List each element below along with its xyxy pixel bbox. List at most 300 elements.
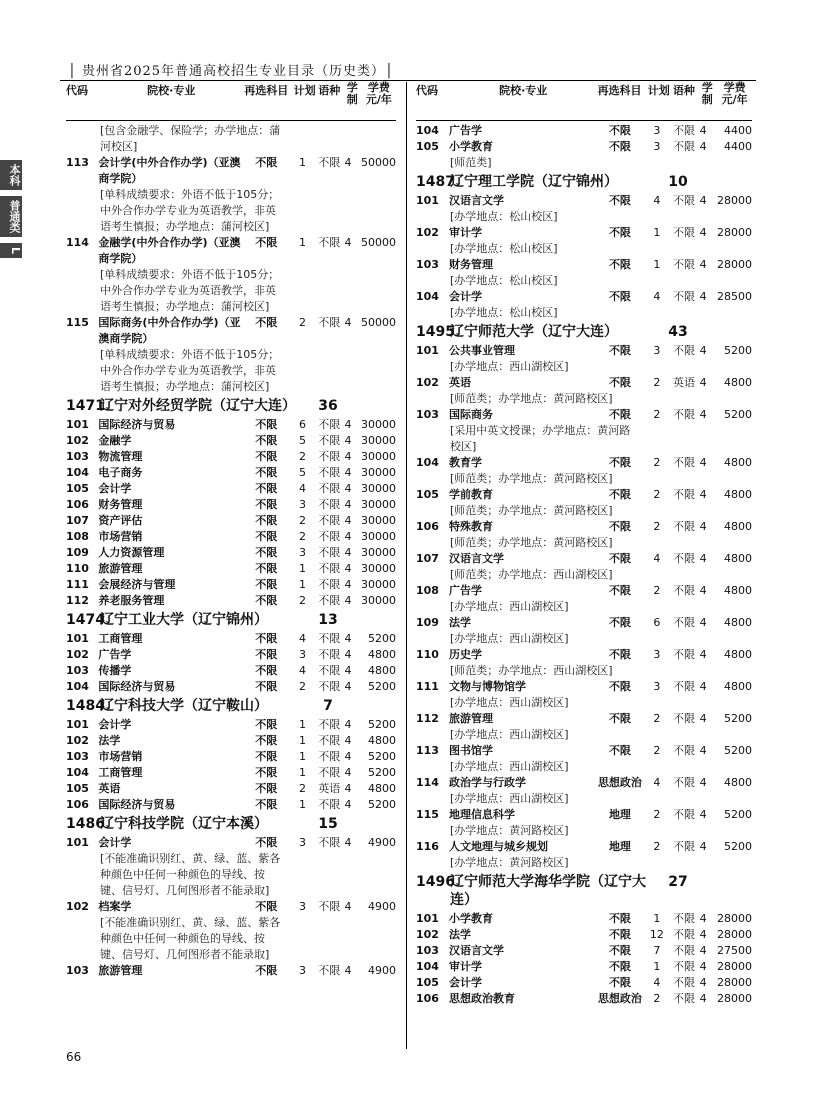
- program-row: [416, 743, 752, 759]
- program-note: [单科成绩要求：外语不低于105分；中外合作办学专业为英语教学，非英语考生慎报；办学地点：蒲河校区]: [100, 188, 280, 233]
- program-row: [416, 943, 752, 959]
- header-plan: 计划: [293, 84, 316, 97]
- program-name: 资产评估: [98, 514, 143, 527]
- program-subject: 不限: [608, 928, 631, 941]
- program-name: 会计学: [98, 836, 132, 849]
- program-code: 102: [416, 928, 439, 941]
- program-row: [66, 717, 396, 733]
- program-subject: 不限: [608, 376, 631, 389]
- program-fee: 50000: [360, 316, 396, 329]
- program-fee: 50000: [360, 236, 396, 249]
- program-name: 国际经济与贸易: [98, 680, 176, 693]
- program-code: 106: [66, 798, 89, 811]
- program-code: 105: [416, 976, 439, 989]
- program-language: 不限: [673, 456, 696, 469]
- program-duration: 4: [344, 718, 352, 731]
- column-headers-right: [416, 82, 752, 121]
- program-code: 103: [66, 964, 89, 977]
- program-plan: 3: [299, 648, 307, 661]
- header-fee: 学费元/年: [721, 81, 748, 106]
- school-code: 1487: [416, 174, 455, 190]
- program-row: [66, 797, 396, 813]
- program-plan: 2: [653, 808, 661, 821]
- page-header-title: │ 贵州省2025年普通高校招生专业目录（历史类）│: [68, 64, 394, 79]
- school-name: 辽宁师范大学（辽宁大连）: [450, 324, 618, 340]
- program-row: [66, 497, 396, 513]
- program-name: 英语: [449, 376, 472, 389]
- program-duration: 4: [699, 928, 707, 941]
- program-fee: 5200: [367, 766, 396, 779]
- program-row: [416, 343, 752, 359]
- program-name: 历史学: [449, 648, 483, 661]
- program-duration: 4: [699, 840, 707, 853]
- program-language: 不限: [318, 680, 341, 693]
- program-plan: 3: [653, 124, 661, 137]
- program-row: [66, 449, 396, 465]
- program-plan: 2: [299, 316, 307, 329]
- program-code: 103: [416, 258, 439, 271]
- program-name: 国际经济与贸易: [98, 418, 176, 431]
- program-duration: 4: [699, 648, 707, 661]
- program-duration: 4: [699, 552, 707, 565]
- program-note: [师范类；办学地点：西山湖校区]: [450, 664, 613, 677]
- program-fee: 4800: [724, 648, 753, 661]
- program-plan: 2: [299, 782, 307, 795]
- program-note: [办学地点：松山校区]: [450, 210, 558, 223]
- program-code: 113: [416, 744, 439, 757]
- program-duration: 4: [699, 290, 707, 303]
- program-duration: 4: [699, 488, 707, 501]
- program-fee: 28000: [717, 912, 753, 925]
- program-code: 104: [416, 960, 439, 973]
- program-fee: 4800: [367, 734, 396, 747]
- side-tab-level: 本科: [0, 160, 22, 190]
- header-lang: 语种: [672, 84, 695, 97]
- program-code: 102: [66, 900, 89, 913]
- program-duration: 4: [699, 616, 707, 629]
- school-plan-total: 10: [668, 174, 688, 190]
- program-duration: 4: [344, 466, 352, 479]
- program-fee: 4900: [367, 900, 396, 913]
- program-code: 104: [66, 680, 89, 693]
- program-name: 市场营销: [98, 530, 143, 543]
- program-subject: 不限: [255, 418, 278, 431]
- program-subject: 不限: [255, 836, 278, 849]
- side-tab-category: 普通类: [0, 196, 22, 237]
- program-subject: 不限: [608, 258, 631, 271]
- program-duration: 4: [699, 584, 707, 597]
- program-code: 103: [416, 944, 439, 957]
- program-fee: 28000: [717, 976, 753, 989]
- program-code: 101: [416, 912, 439, 925]
- program-name: 广告学: [98, 648, 132, 661]
- program-subject: 不限: [255, 316, 278, 329]
- program-code: 102: [66, 734, 89, 747]
- program-row: [416, 711, 752, 727]
- program-row: [66, 529, 396, 545]
- program-fee: 28000: [717, 992, 753, 1005]
- program-subject: 不限: [608, 912, 631, 925]
- program-name: 国际经济与贸易: [98, 798, 176, 811]
- program-plan: 2: [299, 514, 307, 527]
- program-subject: 不限: [255, 530, 278, 543]
- program-language: 不限: [318, 514, 341, 527]
- school-code: 1486: [66, 816, 105, 832]
- program-language: 不限: [318, 964, 341, 977]
- program-plan: 1: [653, 258, 661, 271]
- program-language: 不限: [673, 648, 696, 661]
- program-subject: 不限: [255, 766, 278, 779]
- program-name: 市场营销: [98, 750, 143, 763]
- school-name: 辽宁工业大学（辽宁锦州）: [100, 612, 268, 628]
- program-subject: 不限: [255, 594, 278, 607]
- program-duration: 4: [699, 912, 707, 925]
- program-duration: 4: [699, 226, 707, 239]
- program-duration: 4: [344, 530, 352, 543]
- program-subject: 不限: [255, 798, 278, 811]
- program-name: 公共事业管理: [449, 344, 516, 357]
- program-fee: 5200: [367, 632, 396, 645]
- program-name: 学前教育: [449, 488, 494, 501]
- program-code: 104: [66, 766, 89, 779]
- program-fee: 5200: [724, 408, 753, 421]
- column-headers-left: [66, 82, 396, 121]
- program-subject: 不限: [255, 734, 278, 747]
- program-subject: 不限: [608, 488, 631, 501]
- program-language: 不限: [318, 450, 341, 463]
- program-fee: 30000: [360, 578, 396, 591]
- program-language: 不限: [673, 226, 696, 239]
- program-plan: 1: [299, 562, 307, 575]
- program-subject: 不限: [608, 408, 631, 421]
- program-duration: 4: [699, 344, 707, 357]
- program-duration: 4: [344, 782, 352, 795]
- left-list: [66, 123, 396, 979]
- program-name: 养老服务管理: [98, 594, 165, 607]
- program-duration: 4: [699, 992, 707, 1005]
- program-language: 不限: [673, 712, 696, 725]
- program-fee: 30000: [360, 562, 396, 575]
- program-plan: 2: [653, 992, 661, 1005]
- program-subject: 不限: [608, 520, 631, 533]
- program-duration: 4: [344, 514, 352, 527]
- program-row: [66, 433, 396, 449]
- program-name: 工商管理: [98, 632, 143, 645]
- program-plan: 2: [653, 488, 661, 501]
- program-fee: 4800: [724, 776, 753, 789]
- program-plan: 3: [299, 546, 307, 559]
- program-duration: 4: [699, 680, 707, 693]
- program-name: 法学: [449, 928, 472, 941]
- program-language: 不限: [318, 648, 341, 661]
- program-note: [办学地点：西山湖校区]: [450, 728, 569, 741]
- program-code: 114: [416, 776, 439, 789]
- program-subject: 不限: [608, 584, 631, 597]
- program-note: [师范类；办学地点：黄河路校区]: [450, 504, 613, 517]
- program-plan: 3: [299, 498, 307, 511]
- program-plan: 2: [299, 680, 307, 693]
- program-duration: 4: [699, 944, 707, 957]
- program-row: [416, 927, 752, 943]
- program-language: 不限: [318, 546, 341, 559]
- program-subject: 不限: [255, 156, 278, 169]
- program-language: 不限: [673, 290, 696, 303]
- program-row: [66, 315, 396, 347]
- program-name: 金融学: [98, 434, 132, 447]
- program-fee: 28000: [717, 928, 753, 941]
- program-subject: 不限: [255, 546, 278, 559]
- program-plan: 3: [653, 680, 661, 693]
- program-fee: 4900: [367, 836, 396, 849]
- program-code: 103: [66, 450, 89, 463]
- program-plan: 1: [653, 960, 661, 973]
- program-subject: 地理: [608, 840, 631, 853]
- program-fee: 30000: [360, 434, 396, 447]
- program-row: [416, 193, 752, 209]
- header-name: 院校·专业: [499, 84, 548, 97]
- program-subject: 不限: [608, 226, 631, 239]
- program-language: 英语: [318, 782, 341, 795]
- program-name: 小学教育: [449, 912, 494, 925]
- program-subject: 不限: [608, 960, 631, 973]
- program-language: 不限: [673, 840, 696, 853]
- program-code: 114: [66, 236, 89, 249]
- program-language: 不限: [318, 718, 341, 731]
- program-language: 不限: [673, 140, 696, 153]
- school-plan-total: 43: [668, 324, 688, 340]
- school-name: 辽宁对外经贸学院（辽宁大连）: [100, 398, 296, 414]
- program-code: 103: [66, 664, 89, 677]
- program-code: 101: [416, 194, 439, 207]
- side-tab-letter: L: [0, 243, 22, 258]
- program-plan: 4: [299, 482, 307, 495]
- program-code: 104: [416, 290, 439, 303]
- program-language: 不限: [318, 418, 341, 431]
- program-fee: 4800: [367, 664, 396, 677]
- header-duration: 学制: [701, 81, 713, 106]
- school-heading: [66, 697, 396, 715]
- program-plan: 4: [653, 552, 661, 565]
- program-language: 不限: [318, 316, 341, 329]
- program-language: 不限: [318, 664, 341, 677]
- program-subject: 不限: [608, 140, 631, 153]
- program-name: 旅游管理: [98, 964, 143, 977]
- side-tabs: [0, 160, 22, 264]
- program-plan: 4: [653, 976, 661, 989]
- school-heading: [416, 873, 752, 909]
- program-name: 档案学: [98, 900, 132, 913]
- program-subject: 地理: [608, 808, 631, 821]
- program-note: [单科成绩要求：外语不低于105分；中外合作办学专业为英语教学，非英语考生慎报；办学地点：蒲河校区]: [100, 268, 280, 313]
- program-language: 不限: [673, 194, 696, 207]
- program-plan: 4: [653, 194, 661, 207]
- program-fee: 5200: [724, 840, 753, 853]
- program-row: [416, 807, 752, 823]
- school-heading: [66, 611, 396, 629]
- program-plan: 1: [299, 156, 307, 169]
- program-plan: 7: [653, 944, 661, 957]
- program-subject: 思想政治: [597, 992, 642, 1005]
- program-code: 115: [416, 808, 439, 821]
- program-code: 103: [66, 750, 89, 763]
- school-heading: [66, 397, 396, 415]
- program-duration: 4: [344, 418, 352, 431]
- program-name: 会展经济与管理: [98, 578, 176, 591]
- header-code: 代码: [66, 84, 88, 97]
- program-plan: 1: [299, 798, 307, 811]
- program-fee: 27500: [717, 944, 753, 957]
- program-language: 不限: [318, 156, 341, 169]
- program-language: 不限: [318, 562, 341, 575]
- program-name: 广告学: [449, 124, 483, 137]
- school-heading: [416, 173, 752, 191]
- program-subject: 不限: [255, 466, 278, 479]
- program-fee: 4800: [724, 552, 753, 565]
- program-plan: 2: [653, 520, 661, 533]
- program-plan: 1: [299, 718, 307, 731]
- program-fee: 4800: [724, 616, 753, 629]
- program-name: 小学教育: [449, 140, 494, 153]
- program-duration: 4: [699, 744, 707, 757]
- program-name: 财务管理: [98, 498, 143, 511]
- program-code: 112: [66, 594, 89, 607]
- program-note: [单科成绩要求：外语不低于105分；中外合作办学专业为英语教学，非英语考生慎报；办学地点：蒲河校区]: [100, 348, 280, 393]
- program-duration: 4: [699, 520, 707, 533]
- program-row: [66, 235, 396, 267]
- program-language: 不限: [318, 434, 341, 447]
- program-note: [师范类；办学地点：西山湖校区]: [450, 568, 613, 581]
- header-duration: 学制: [346, 81, 358, 106]
- program-row: [66, 835, 396, 851]
- program-plan: 2: [299, 594, 307, 607]
- program-plan: 4: [653, 776, 661, 789]
- program-duration: 4: [699, 124, 707, 137]
- program-duration: 4: [699, 808, 707, 821]
- program-fee: 30000: [360, 514, 396, 527]
- program-name: 工商管理: [98, 766, 143, 779]
- program-name: 电子商务: [98, 466, 143, 479]
- program-fee: 4800: [724, 456, 753, 469]
- program-language: 不限: [318, 466, 341, 479]
- program-fee: 4400: [724, 140, 753, 153]
- program-duration: 4: [344, 680, 352, 693]
- program-row: [66, 749, 396, 765]
- program-row: [66, 545, 396, 561]
- program-plan: 4: [299, 632, 307, 645]
- program-subject: 不限: [255, 632, 278, 645]
- program-name: 地理信息科学: [449, 808, 516, 821]
- program-note: [办学地点：松山校区]: [450, 242, 558, 255]
- program-note: [包含金融学、保险学；办学地点：蒲河校区]: [100, 124, 281, 153]
- program-name: 思想政治教育: [449, 992, 516, 1005]
- program-row: [416, 583, 752, 599]
- program-language: 不限: [673, 680, 696, 693]
- program-code: 109: [66, 546, 89, 559]
- program-plan: 1: [299, 578, 307, 591]
- program-code: 104: [66, 466, 89, 479]
- program-code: 115: [66, 316, 89, 329]
- program-duration: 4: [699, 960, 707, 973]
- program-subject: 不限: [255, 750, 278, 763]
- program-fee: 30000: [360, 482, 396, 495]
- program-duration: 4: [344, 664, 352, 677]
- program-row: [66, 733, 396, 749]
- program-code: 108: [66, 530, 89, 543]
- school-plan-total: 15: [318, 816, 338, 832]
- program-duration: 4: [344, 766, 352, 779]
- program-subject: 不限: [608, 712, 631, 725]
- program-code: 110: [416, 648, 439, 661]
- program-duration: 4: [699, 776, 707, 789]
- program-code: 104: [416, 124, 439, 137]
- right-list: [416, 123, 752, 1007]
- header-plan: 计划: [647, 84, 670, 97]
- school-code: 1474: [66, 612, 105, 628]
- program-duration: 4: [344, 578, 352, 591]
- program-fee: 4400: [724, 124, 753, 137]
- program-code: 101: [66, 836, 89, 849]
- program-fee: 4900: [367, 964, 396, 977]
- program-fee: 28500: [717, 290, 753, 303]
- program-duration: 4: [344, 498, 352, 511]
- header-lang: 语种: [318, 84, 341, 97]
- program-language: 不限: [673, 258, 696, 271]
- school-plan-total: 36: [318, 398, 338, 414]
- program-subject: 不限: [608, 344, 631, 357]
- school-heading: [66, 815, 396, 833]
- program-language: 不限: [318, 236, 341, 249]
- program-row: [66, 963, 396, 979]
- program-row: [66, 577, 396, 593]
- program-fee: 4800: [724, 584, 753, 597]
- program-code: 101: [66, 418, 89, 431]
- program-note: [师范类；办学地点：黄河路校区]: [450, 392, 613, 405]
- program-subject: 不限: [608, 290, 631, 303]
- school-name: 辽宁师范大学海华学院（辽宁大连）: [450, 874, 646, 908]
- program-row: [66, 679, 396, 695]
- program-language: 不限: [318, 578, 341, 591]
- program-code: 106: [416, 992, 439, 1005]
- program-fee: 28000: [717, 258, 753, 271]
- program-name: 广告学: [449, 584, 483, 597]
- program-note: [办学地点：黄河路校区]: [450, 856, 569, 869]
- program-name: 会计学: [98, 718, 132, 731]
- program-fee: 30000: [360, 466, 396, 479]
- program-language: 不限: [673, 124, 696, 137]
- program-subject: 不限: [255, 718, 278, 731]
- program-fee: 5200: [367, 680, 396, 693]
- program-subject: 不限: [608, 944, 631, 957]
- program-fee: 4800: [724, 488, 753, 501]
- program-subject: 不限: [255, 514, 278, 527]
- program-language: 不限: [318, 900, 341, 913]
- program-duration: 4: [344, 546, 352, 559]
- program-fee: 5200: [724, 744, 753, 757]
- program-code: 106: [416, 520, 439, 533]
- program-row: [66, 647, 396, 663]
- program-code: 107: [66, 514, 89, 527]
- program-code: 111: [66, 578, 89, 591]
- program-subject: 不限: [255, 680, 278, 693]
- program-language: 不限: [673, 408, 696, 421]
- program-duration: 4: [699, 194, 707, 207]
- program-language: 不限: [673, 808, 696, 821]
- program-code: 101: [66, 632, 89, 645]
- program-row: [416, 407, 752, 423]
- program-name: 国际商务: [449, 408, 494, 421]
- program-fee: 50000: [360, 156, 396, 169]
- program-code: 112: [416, 712, 439, 725]
